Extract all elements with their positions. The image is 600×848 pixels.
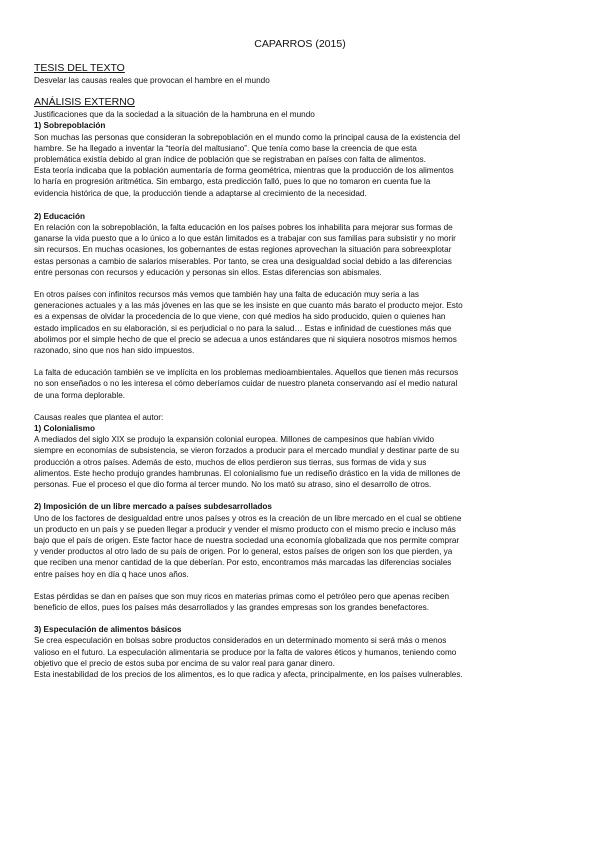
- section-especulacion-heading: 3) Especulación de alimentos básicos: [34, 625, 182, 635]
- paragraph-line: Se crea especulación en bolsas sobre productos considerados en un determinado momento si será más o menos: [34, 636, 447, 646]
- paragraph-line: Son muchas las personas que consideran la sobrepoblación en el mundo como la principal causa de la existencia del: [34, 132, 461, 142]
- paragraph-line: Esta inestabilidad de los precios de los alimentos, es lo que radica y afecta, principalmente, en los países vulnerables.: [34, 669, 463, 679]
- paragraph-line: entre países hoy en día q hace unos años.: [34, 569, 189, 579]
- paragraph-line: un producto en un país y se pueden llegar a producir y vender el mismo producto con el mismo precio e incluso más: [34, 524, 456, 534]
- paragraph-line: generaciones actuales y a las más jóvenes en las que se les insiste en que cuanto más barato el producto mejor. Esto: [34, 301, 463, 311]
- paragraph-line: personas. Fue el proceso el que dio forma al tercer mundo. No los mató su atraso, sino el desarrollo de otros.: [34, 480, 432, 490]
- paragraph-line: evidencia histórica de que, la producción tiende a adaptarse al crecimiento de la necesidad.: [34, 188, 367, 198]
- paragraph-line: Esta teoría indicaba que la población aumentaría de forma geométrica, mientras que la producción de los alimentos: [34, 166, 454, 176]
- paragraph-line: ganarse la vida puesto que a lo único a lo que están limitados es a trabajar con sus familias para subsistir y no morir: [34, 234, 456, 244]
- causas-intro: Causas reales que plantea el autor:: [34, 412, 164, 422]
- section-libre-mercado-heading: 2) Imposición de un libre mercado a países subdesarrollados: [34, 502, 272, 512]
- analisis-heading: ANÁLISIS EXTERNO: [34, 96, 135, 109]
- paragraph-line: producción a otros países. Además de esto, muchos de ellos perdieron sus tierras, sus formas de vida y sus: [34, 457, 427, 467]
- paragraph-line: A mediados del siglo XIX se produjo la expansión colonial europea. Millones de campesinos que habían vivido: [34, 435, 435, 445]
- paragraph-line: es a expensas de olvidar la procedencia de lo que viene, con qué medios ha sido producido, quien o quienes han: [34, 312, 446, 322]
- paragraph-line: Estas pérdidas se dan en países que son muy ricos en materias primas como el petróleo pero que apenas reciben: [34, 591, 450, 601]
- paragraph-line: siempre en economías de subsistencia, se vieron forzados a producir para el mercado mundial y destinar parte de su: [34, 446, 460, 456]
- paragraph-line: Uno de los factores de desigualdad entre unos países y otros es la creación de un libre mercado en el cual se obtiene: [34, 513, 462, 523]
- paragraph-line: no son enseñados o no les interesa el cómo deberíamos cuidar de nuestro planeta conservando así el medio natural: [34, 379, 458, 389]
- paragraph-line: y vender productos al otro lado de su país de origen. Por lo general, estos países de origen son los que pierden, ya: [34, 547, 453, 557]
- paragraph-line: que reciben una menor cantidad de la que deberían. Por esto, encontramos más marcadas las diferencias sociales: [34, 558, 452, 568]
- paragraph-line: lo haría en progresión aritmética. Sin embargo, esta predicción falló, pues lo que no tomaron en cuenta fue la: [34, 177, 431, 187]
- paragraph-line: razonado, sino que nos han sido impuestos.: [34, 346, 195, 356]
- paragraph-line: alimentos. Este hecho produjo grandes hambrunas. El colonialismo fue un rediseño drástico en la vida de millones de: [34, 468, 461, 478]
- paragraph-line: En otros países con infinitos recursos más vemos que también hay una falta de educación muy seria a las: [34, 290, 420, 300]
- paragraph-line: de una forma deplorable.: [34, 390, 126, 400]
- paragraph-line: valioso en el futuro. La especulación alimentaria se produce por la falta de valores éticos y humanos, teniendo como: [34, 647, 457, 657]
- section-educacion-paragraph-2: [34, 289, 566, 356]
- paragraph-line: abolimos por el simple hecho de que el precio se adecua a unos estándares que ni siquiera nosotros mismos hemos: [34, 334, 457, 344]
- paragraph-line: entre personas con recursos y educación y personas sin ellos. Estas diferencias son abismales.: [34, 267, 382, 277]
- section-sobrepoblacion-body: [34, 132, 566, 199]
- paragraph-line: En relación con la sobrepoblación, la falta educación en los países pobres los inhabilita para mejorar sus formas de: [34, 223, 453, 233]
- paragraph-line: La falta de educación también se ve implícita en los problemas medioambientales. Aquellos que tienen más recursos: [34, 368, 459, 378]
- section-libre-mercado-paragraph-1: [34, 513, 566, 580]
- section-sobrepoblacion-heading: 1) Sobrepoblación: [34, 121, 106, 131]
- section-educacion-heading: 2) Educación: [34, 211, 85, 221]
- paragraph-line: objetivo que el precio de estos suba por encima de su valor real para ganar dinero.: [34, 658, 335, 668]
- analisis-intro: Justificaciones que da la sociedad a la situación de la hambruna en el mundo: [34, 110, 315, 120]
- paragraph-line: sin recursos. En muchas ocasiones, los gobernantes de estas regiones aprovechan la situación para sobreexplotar: [34, 245, 452, 255]
- paragraph-line: hambre. Se ha llegado a inventar la “teoría del maltusiano”. Que tenía como base la creencia de que esta: [34, 143, 417, 153]
- paragraph-line: estas personas a cambio de salarios miserables. Por tanto, se crea una desigualdad social debido a las diferencias: [34, 256, 452, 266]
- document-page: [34, 38, 566, 680]
- paragraph-line: estado implicados en su elaboración, si es perjudicial o no para la salud… Estas e infinidad de cuestiones más que: [34, 323, 452, 333]
- tesis-text: Desvelar las causas reales que provocan el hambre en el mundo: [34, 76, 270, 85]
- document-title: CAPARROS (2015): [254, 38, 346, 50]
- section-especulacion-body: [34, 635, 566, 680]
- section-educacion-paragraph-3: [34, 367, 566, 401]
- paragraph-line: beneficio de ellos, pues los países más desarrollados y las grandes empresas son los grandes benefactores.: [34, 602, 430, 612]
- section-colonialismo-heading: 1) Colonialismo: [34, 424, 95, 434]
- tesis-heading: TESIS DEL TEXTO: [34, 62, 125, 74]
- paragraph-line: bajo que el país de origen. Este factor hace de nuestra sociedad una economía globalizada que nos permite comprar: [34, 535, 460, 545]
- section-colonialismo-body: [34, 434, 566, 490]
- section-educacion-paragraph-1: [34, 222, 566, 278]
- paragraph-line: problemática existía debido al gran índice de población que se registraban en países con falta de alimentos.: [34, 155, 426, 165]
- section-libre-mercado-paragraph-2: [34, 591, 566, 613]
